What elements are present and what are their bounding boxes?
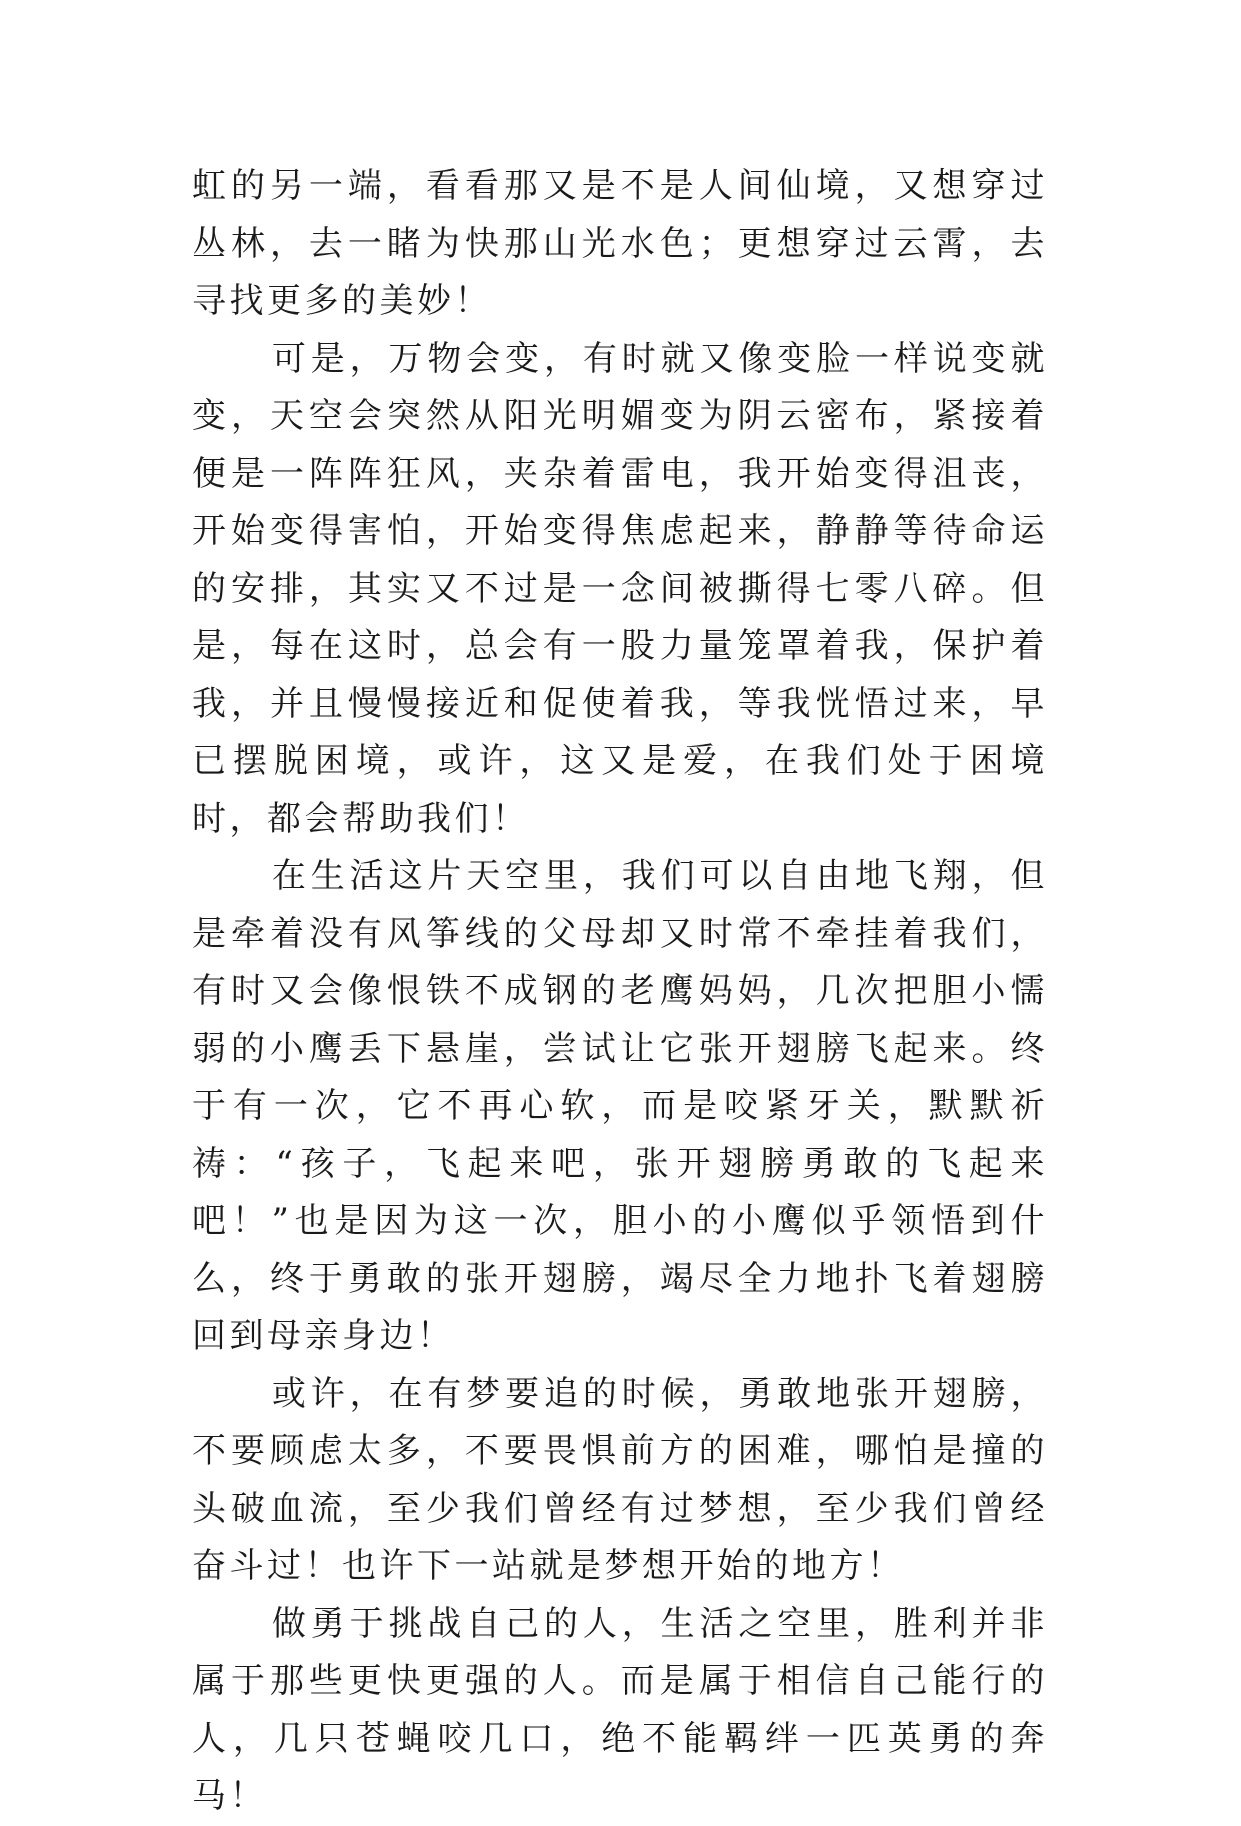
paragraph-4: 或许，在有梦要追的时候，勇敢地张开翅膀，不要顾虑太多，不要畏惧前方的困难，哪怕是撞的头破血流，至少我们曾经有过梦想，至少我们曾经奋斗过！也许下一站就是梦想开始的地方！ (192, 1373, 1048, 1586)
paragraph-1: 虹的另一端，看看那又是不是人间仙境，又想穿过丛林，去一睹为快那山光水色；更想穿过云霄，去寻找更多的美妙！ (192, 166, 1048, 321)
document-body (192, 158, 1048, 1826)
paragraph-2: 可是，万物会变，有时就又像变脸一样说变就变，天空会突然从阳光明媚变为阴云密布，紧接着便是一阵阵狂风，夹杂着雷电，我开始变得沮丧，开始变得害怕，开始变得焦虑起来，静静等待命运的安排，其实又不过是一念间被撕得七零八碎。但是，每在这时，总会有一股力量笼罩着我，保护着我，并且慢慢接近和促使着我，等我恍悟过来，早已摆脱困境，或许，这又是爱，在我们处于困境时，都会帮助我们！ (192, 338, 1048, 839)
paragraph-3: 在生活这片天空里，我们可以自由地飞翔，但是牵着没有风筝线的父母却又时常不牵挂着我们，有时又会像恨铁不成钢的老鹰妈妈，几次把胆小懦弱的小鹰丢下悬崖，尝试让它张开翅膀飞起来。终于有一次，它不再心软，而是咬紧牙关，默默祈祷：“孩子，飞起来吧，张开翅膀勇敢的飞起来吧！”也是因为这一次，胆小的小鹰似乎领悟到什么，终于勇敢的张开翅膀，竭尽全力地扑飞着翅膀回到母亲身边！ (192, 856, 1048, 1356)
paragraph-5: 做勇于挑战自己的人，生活之空里，胜利并非属于那些更快更强的人。而是属于相信自己能行的人，几只苍蝇咬几口，绝不能羁绊一匹英勇的奔马！ (192, 1603, 1048, 1816)
